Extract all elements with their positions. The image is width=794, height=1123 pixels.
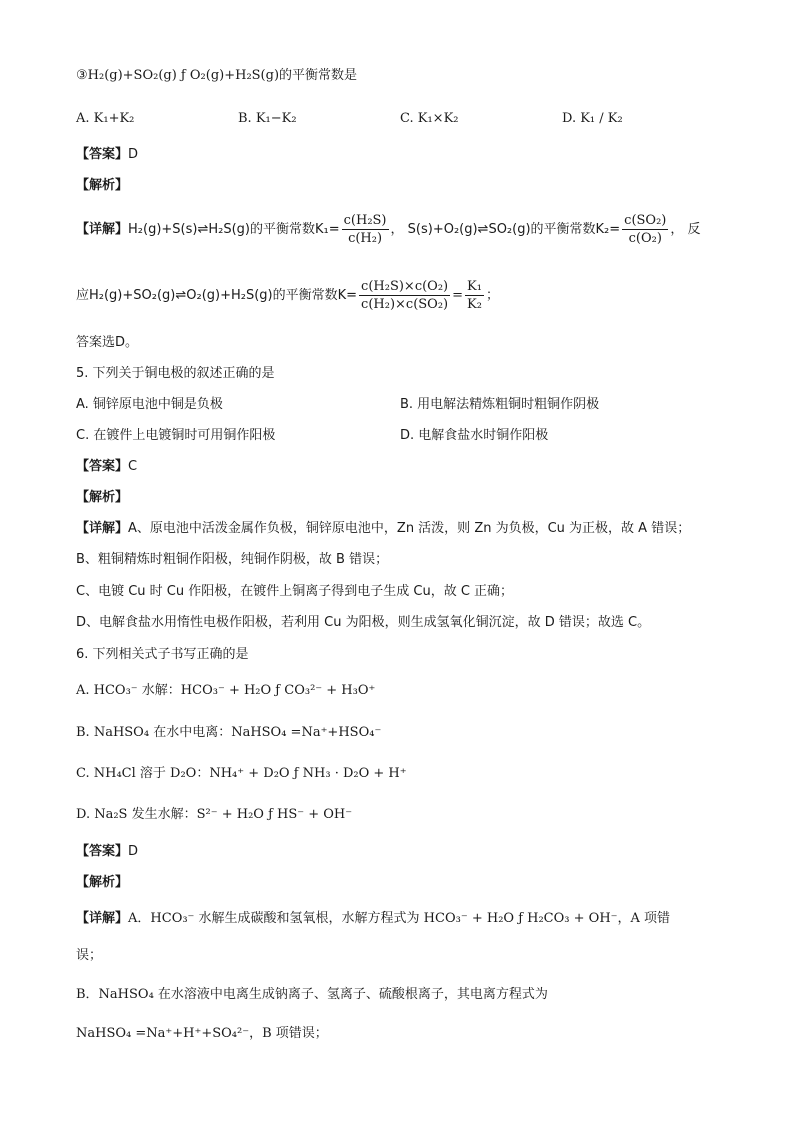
q5-answer-line (76, 457, 137, 477)
q4-detail-text: ， 反 (670, 222, 701, 237)
answer-value: D (128, 147, 139, 162)
equals-sign: = (452, 288, 464, 303)
q6-answer-line (76, 842, 138, 862)
q4-detail-text: H₂(g)+S(s)⇌H₂S(g)的平衡常数K₁= (128, 222, 340, 237)
q4-answer-line (76, 145, 138, 165)
q4-detail-text: 应H₂(g)+SO₂(g)⇌O₂(g)+H₂S(g)的平衡常数K= (76, 288, 358, 303)
q5-stem: 5. 下列关于铜电极的叙述正确的是 (76, 366, 275, 381)
q6-detail-b1: B．NaHSO₄ 在水溶液中电离生成钠离子、氢离子、硫酸根离子，其电离方程式为 (76, 987, 548, 1002)
q5-detail-text: A、原电池中活泼金属作负极，铜锌原电池中，Zn 活泼，则 Zn 为负极，Cu 为正极，故 A 错误； (128, 521, 691, 536)
q4-conclusion: 答案选D。 (76, 335, 139, 350)
q5-option-d: D. 电解食盐水时铜作阳极 (400, 428, 549, 443)
q4-option-d: D. K₁ / K₂ (562, 111, 623, 126)
fraction-numerator: c(H₂S)×c(O₂) (361, 279, 449, 294)
q4-detail-line-1 (76, 210, 701, 250)
detail-tag: 【详解】 (76, 521, 129, 536)
q4-analysis-tag: 【解析】 (76, 178, 129, 193)
q6-detail-b2: NaHSO₄ =Na⁺+H⁺+SO₄²⁻，B 项错误； (76, 1026, 328, 1041)
fraction-numerator: K₁ (467, 279, 482, 294)
q6-option-b: B. NaHSO₄ 在水中电离：NaHSO₄ =Na⁺+HSO₄⁻ (76, 725, 382, 740)
detail-tag: 【详解】 (76, 911, 129, 926)
q4-detail-line-2 (76, 276, 499, 316)
q6-detail-a1 (76, 909, 670, 929)
q5-detail-b: B、粗铜精炼时粗铜作阳极，纯铜作阴极，故 B 错误； (76, 552, 389, 567)
answer-value: C (128, 459, 138, 474)
q6-option-c: C. NH₄Cl 溶于 D₂O：NH₄⁺ + D₂O ƒ NH₃ · D₂O + H⁺ (76, 766, 407, 781)
q6-option-a: A. HCO₃⁻ 水解：HCO₃⁻ + H₂O ƒ CO₃²⁻ + H₃O⁺ (76, 683, 376, 698)
fraction-denominator: K₂ (467, 297, 482, 312)
q5-option-b: B. 用电解法精炼粗铜时粗铜作阴极 (400, 397, 600, 412)
fraction-denominator: c(H₂)×c(SO₂) (361, 297, 449, 312)
fraction-denominator: c(O₂) (628, 231, 662, 246)
q4-detail-text: ； (485, 288, 499, 303)
q4-option-c: C. K₁×K₂ (400, 111, 459, 126)
answer-tag: 【答案】 (76, 459, 129, 474)
fraction-denominator: c(H₂) (348, 231, 383, 246)
answer-value: D (128, 844, 139, 859)
q5-detail-d: D、电解食盐水用惰性电极作阳极，若利用 Cu 为阳极，则生成氢氧化铜沉淀，故 D 错误；故选 C。 (76, 615, 651, 630)
q6-detail-text: A．HCO₃⁻ 水解生成碳酸和氢氧根，水解方程式为 HCO₃⁻ + H₂O ƒ H₂CO₃ + OH⁻，A 项错 (128, 911, 671, 926)
detail-tag: 【详解】 (76, 222, 129, 237)
q5-analysis-tag: 【解析】 (76, 490, 129, 505)
q4-fraction-k (359, 278, 450, 313)
q4-fraction-k1 (342, 212, 389, 247)
q4-detail-text: ， S(s)+O₂(g)⇌SO₂(g)的平衡常数K₂= (390, 222, 621, 237)
q4-option-a: A. K₁+K₂ (76, 111, 135, 126)
fraction-numerator: c(H₂S) (343, 213, 387, 228)
fraction-numerator: c(SO₂) (624, 213, 667, 228)
q4-fraction-k1-over-k2 (465, 278, 484, 313)
q6-option-d: D. Na₂S 发生水解：S²⁻ + H₂O ƒ HS⁻ + OH⁻ (76, 807, 353, 822)
answer-tag: 【答案】 (76, 147, 129, 162)
q6-analysis-tag: 【解析】 (76, 875, 129, 890)
q5-option-a: A. 铜锌原电池中铜是负极 (76, 397, 223, 412)
answer-tag: 【答案】 (76, 844, 129, 859)
q5-detail-c: C、电镀 Cu 时 Cu 作阳极，在镀件上铜离子得到电子生成 Cu，故 C 正确； (76, 584, 514, 599)
q4-option-b: B. K₁−K₂ (238, 111, 297, 126)
q5-option-c: C. 在镀件上电镀铜时可用铜作阳极 (76, 428, 276, 443)
q6-detail-a2: 误； (76, 948, 103, 963)
q4-stem: ③H₂(g)+SO₂(g) ƒ O₂(g)+H₂S(g)的平衡常数是 (76, 68, 358, 83)
q4-fraction-k2 (622, 212, 668, 247)
q6-stem: 6. 下列相关式子书写正确的是 (76, 647, 249, 662)
q5-detail-a (76, 519, 690, 539)
